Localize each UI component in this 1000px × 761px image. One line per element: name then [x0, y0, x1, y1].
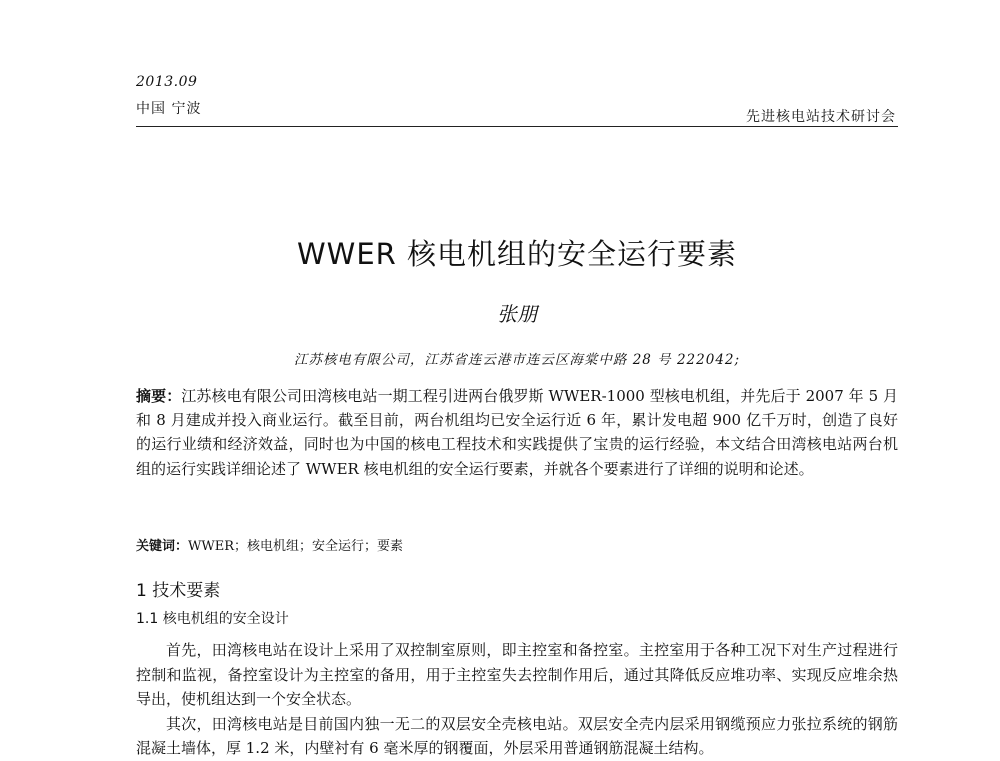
header-place: 中国 宁波 [136, 101, 202, 117]
header-conference: 先进核电站技术研讨会 [746, 109, 896, 125]
keywords-label: 关键词： [136, 539, 189, 554]
paragraph-2: 其次，田湾核电站是目前国内独一无二的双层安全壳核电站。双层安全壳内层采用钢缆预应力张拉系统的钢筋混凝土墙体，厚 1.2 米，内壁衬有 6 毫米厚的钢覆面，外层采用普通钢筋混凝土结构。 [136, 714, 898, 757]
paragraph-1: 首先，田湾核电站在设计上采用了双控制室原则，即主控室和备控室。主控室用于各种工况下对生产过程进行控制和监视，备控室设计为主控室的备用，用于主控室失去控制作用后，通过其降低反应堆功率、实现反应堆余热导出，使机组达到一个安全状态。 [136, 641, 898, 708]
keywords [136, 535, 898, 554]
keywords-text: WWER；核电机组；安全运行；要素 [188, 539, 404, 554]
author-affiliation: 江苏核电有限公司，江苏省连云港市连云区海棠中路 28 号 222042; [293, 352, 741, 368]
abstract-label: 摘要： [136, 387, 182, 405]
header-rule [136, 126, 898, 127]
abstract-text: 江苏核电有限公司田湾核电站一期工程引进两台俄罗斯 WWER-1000 型核电机组，并先后于 2007 年 5 月和 8 月建成并投入商业运行。截至目前，两台机组均已安全运行近 6 年，累计发电超 900 亿千万时，创造了良好的运行业绩和经济效益，同时也为中国的核电工程技术和实践提供了宝贵的运行经验，本文结合田湾核电站两台机组的运行实践详细论述了 WWER 核电机组的安全运行要素，并就各个要素进行了详细的说明和论述。 [136, 387, 898, 478]
abstract [136, 384, 898, 481]
body-text [136, 638, 898, 761]
subsection-heading: 1.1 核电机组的安全设计 [136, 611, 289, 627]
header-date: 2013.09 [136, 74, 198, 90]
section-heading: 1 技术要素 [136, 581, 221, 601]
paper-author: 张朋 [497, 302, 537, 326]
paper-title: WWER 核电机组的安全运行要素 [296, 237, 738, 271]
